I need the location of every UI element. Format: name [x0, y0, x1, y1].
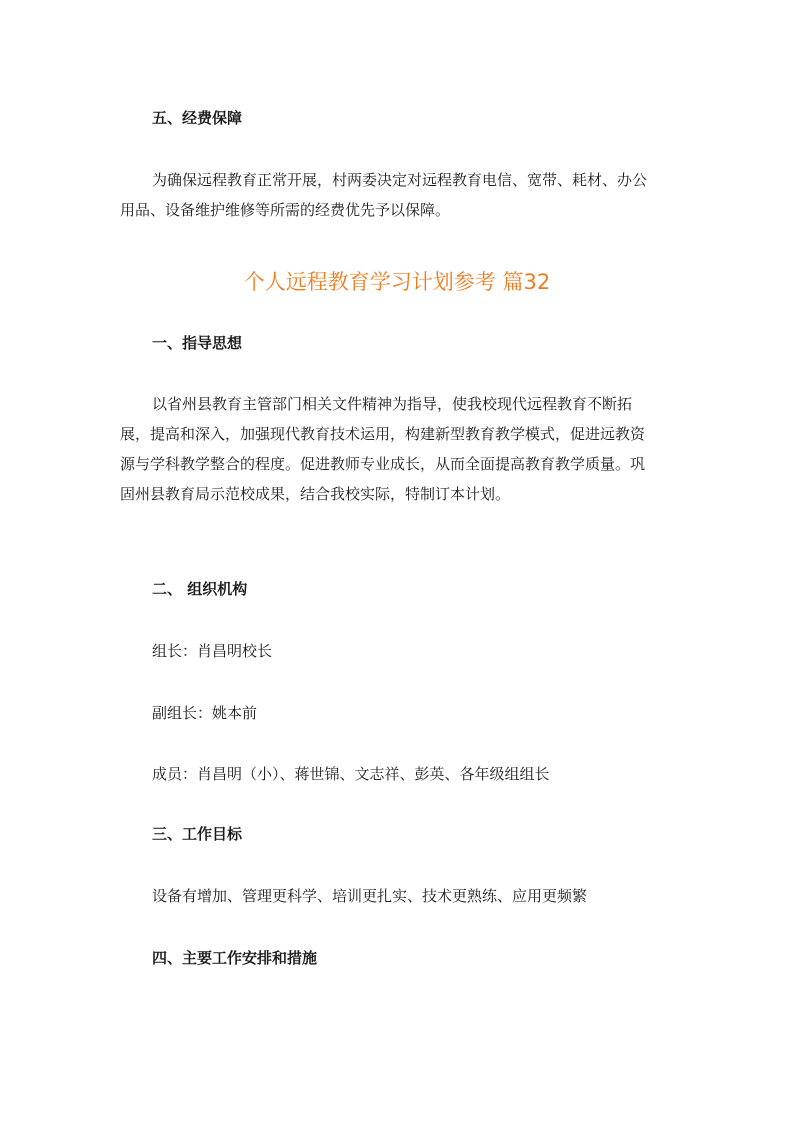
main-work-heading: 四、主要工作安排和措施 — [152, 949, 318, 967]
paragraph-line: 源与学科教学整合的程度。促进教师专业成长，从而全面提高教育教学质量。巩 — [120, 455, 646, 473]
group-leader: 组长：肖昌明校长 — [152, 642, 273, 660]
section-5-heading: 五、经费保障 — [152, 109, 243, 127]
paragraph-line: 为确保远程教育正常开展，村两委决定对远程教育电信、宽带、耗材、办公 — [152, 171, 648, 189]
group-members: 成员：肖昌明（小）、蒋世锦、文志祥、彭英、各年级组组长 — [152, 765, 550, 783]
paragraph-line: 固州县教育局示范校成果，结合我校实际，特制订本计划。 — [120, 485, 511, 503]
guiding-thought-heading: 一、指导思想 — [152, 334, 243, 352]
section-5-paragraph — [120, 165, 680, 225]
organization-heading: 二、 组织机构 — [152, 580, 248, 598]
work-goals-heading: 三、工作目标 — [152, 825, 243, 843]
deputy-leader: 副组长：姚本前 — [152, 704, 258, 722]
guiding-thought-paragraph — [120, 389, 680, 509]
work-goals-text: 设备有增加、管理更科学、培训更扎实、技术更熟练、应用更频繁 — [152, 887, 588, 905]
paragraph-line: 用品、设备维护维修等所需的经费优先予以保障。 — [120, 201, 451, 219]
paragraph-line: 展，提高和深入，加强现代教育技术运用，构建新型教育教学模式，促进远教资 — [120, 425, 646, 443]
document-title: 个人远程教育学习计划参考 篇32 — [243, 270, 551, 294]
paragraph-line: 以省州县教育主管部门相关文件精神为指导，使我校现代远程教育不断拓 — [152, 395, 633, 413]
